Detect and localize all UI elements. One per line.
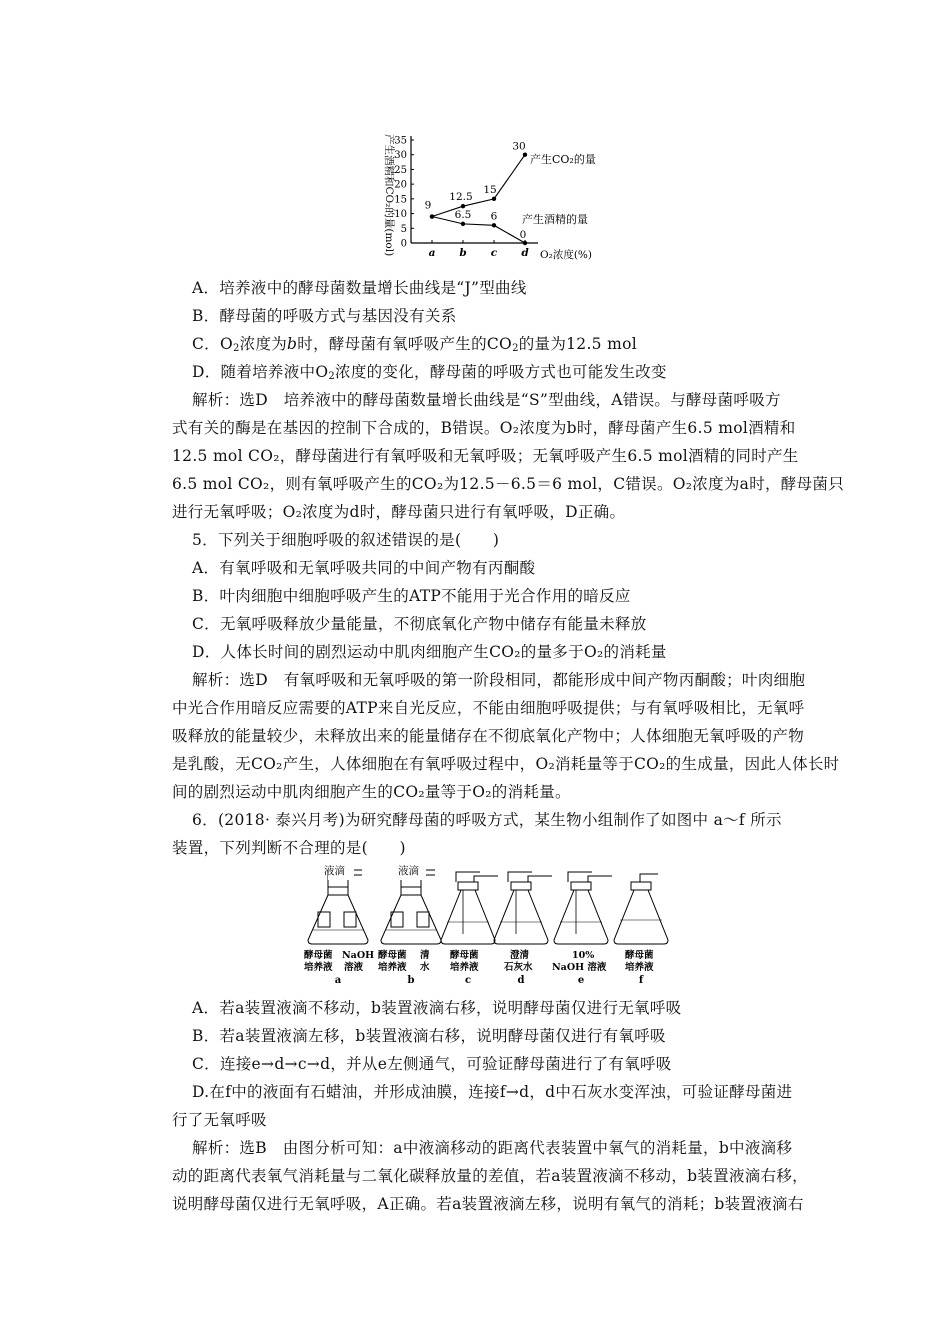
respiration-line-chart [370,128,630,274]
q5-option-b: B．叶肉细胞中细胞呼吸产生的ATP不能用于光合作用的暗反应 [192,587,631,605]
data-point [492,197,496,201]
label-a-right-2: 溶液 [344,962,364,973]
q4-explanation-3: 12.5 mol CO₂，酵母菌进行有氧呼吸和无氧呼吸；无氧呼吸产生6.5 mol酒精的同时产生 [172,447,799,465]
y-tick-label: 25 [394,164,407,176]
q5-option-a: A．有氧呼吸和无氧呼吸共同的中间产物有丙酮酸 [192,559,536,577]
flask-c [441,872,498,944]
q6-option-c: C．连接e→d→c→d，并从e左侧通气，可验证酵母菌进行了有氧呼吸 [192,1055,672,1073]
q6-option-a: A．若a装置液滴不移动，b装置液滴右移，说明酵母菌仅进行无氧呼吸 [192,999,682,1017]
q4-c-post: 浓度为 [239,335,288,353]
q4-explanation-4: 6.5 mol CO₂，则有氧呼吸产生的CO₂为12.5－6.5＝6 mol，C错误。O₂浓度为a时，酵母菌只 [172,475,845,493]
q6-option-b: B．若a装置液滴左移，b装置液滴右移，说明酵母菌仅进行有氧呼吸 [192,1027,666,1045]
y-tick-label: 35 [394,135,407,147]
label-a-right-1: NaOH [342,950,375,961]
label-f-2: 培养液 [625,962,654,973]
data-point [430,214,434,218]
q4-c-pre: C．O [192,335,233,353]
series-line-co2 [432,155,525,217]
data-point [523,241,527,245]
q4-d-pre: D．随着培养液中O [192,363,329,381]
y-tick-label: 20 [394,179,407,191]
y-tick-label: 30 [394,150,407,162]
data-label: 12.5 [449,191,473,204]
q4-option-a: A．培养液中的酵母菌数量增长曲线是“J”型曲线 [192,279,527,297]
label-b-left-1: 酵母菌 [378,950,407,961]
legend-co2: 产生CO₂的量 [530,153,596,166]
q4-c-sub: 2 [232,343,240,354]
q4-option-c [192,334,637,354]
apparatus-figure [298,862,678,988]
q5-explanation-2: 中光合作用暗反应需要的ATP来自光反应，不能由细胞呼吸提供；与有氧呼吸相比，无氧呼 [172,699,805,717]
q5-option-c: C．无氧呼吸释放少量能量，不彻底氧化产物中储存有能量未释放 [192,615,647,633]
flask-letter-d: d [517,975,525,986]
q5-explanation-4: 是乳酸，无CO₂产生，人体细胞在有氧呼吸过程中，O₂消耗量等于CO₂的生成量，因此人体长时 [172,755,840,773]
label-e-1: 10% [572,950,595,961]
label-a-left-2: 培养液 [304,962,333,973]
flask-letter-c: c [464,975,472,986]
q6-explanation-1: 解析：选B 由图分析可知：a中液滴移动的距离代表装置中氧气的消耗量，b中液滴移 [192,1139,793,1157]
q6-option-d-2: 行了无氧呼吸 [172,1111,267,1129]
q4-d-sub: 2 [328,371,336,382]
data-point [461,222,465,226]
x-tick-label: b [459,247,467,259]
flask-letter-a: a [334,975,342,986]
x-axis-label: O₂浓度(%) [540,249,592,261]
q6-explanation-2: 动的距离代表氧气消耗量与二氧化碳释放量的差值，若a装置液滴不移动，b装置液滴右移， [172,1167,808,1185]
data-point [461,204,465,208]
q5-option-d: D．人体长时间的剧烈运动中肌肉细胞产生CO₂的量多于O₂的消耗量 [192,643,667,661]
q4-explanation-5: 进行无氧呼吸；O₂浓度为d时，酵母菌只进行有氧呼吸，D正确。 [172,503,626,521]
data-label: 6.5 [454,208,472,221]
label-d-1: 澄清 [510,950,530,961]
flask-letter-b: b [407,975,415,986]
q4-c-post2: 时，酵母菌有氧呼吸产生的CO [297,335,513,353]
data-point [492,223,496,227]
label-d-2: 石灰水 [504,962,533,973]
data-label: 0 [519,229,527,241]
label-a-left-1: 酵母菌 [304,950,333,961]
label-b-right-2: 水 [420,962,430,973]
y-tick-label: 15 [394,194,407,206]
y-tick-label: 5 [400,223,407,235]
q4-explanation-1: 解析：选D 培养液中的酵母菌数量增长曲线是“S”型曲线，A错误。与酵母菌呼吸方 [192,391,781,409]
q6-option-d-1: D.在f中的液面有石蜡油，并形成油膜，连接f→d，d中石灰水变浑浊，可验证酵母菌进 [192,1083,793,1101]
flask-letter-f: f [638,975,644,986]
q4-option-b: B．酵母菌的呼吸方式与基因没有关系 [192,307,457,325]
q5-stem: 5．下列关于细胞呼吸的叙述错误的是( ) [192,531,500,549]
y-axis-label: 产生酒精和CO₂的量(mol) [383,134,395,257]
drop-label-a: 液滴 [324,865,345,877]
flask-b [381,864,441,944]
q4-explanation-2: 式有关的酶是在基因的控制下合成的，B错误。O₂浓度为b时，酵母菌产生6.5 mol酒精和 [172,419,796,437]
label-b-right-1: 清 [420,950,430,961]
series-line-alcohol [432,217,525,243]
label-e-2: NaOH 溶液 [552,962,607,973]
x-tick-label: c [490,247,498,259]
data-label: 9 [424,199,432,212]
q4-c-var: b [287,335,298,353]
q4-c-tail: 的量为12.5 mol [518,335,637,353]
q5-explanation-1: 解析：选D 有氧呼吸和无氧呼吸的第一阶段相同，都能形成中间产物丙酮酸；叶肉细胞 [192,671,806,689]
data-label: 6 [490,210,498,223]
label-f-1: 酵母菌 [625,950,654,961]
q6-explanation-3: 说明酵母菌仅进行无氧呼吸，A正确。若a装置液滴左移，说明有氧气的消耗；b装置液滴右 [172,1195,804,1213]
flask-f [614,874,668,944]
q4-option-d [192,362,667,382]
q6-stem-2: 装置，下列判断不合理的是( ) [172,839,406,857]
data-point [523,153,527,157]
y-tick-label: 10 [394,209,407,221]
flask-d [494,872,552,944]
q5-explanation-5: 间的剧烈运动中肌肉细胞产生的CO₂量等于O₂的消耗量。 [172,783,571,801]
data-label: 30 [512,140,526,153]
flask-e [554,872,612,944]
q4-d-post: 浓度的变化，酵母菌的呼吸方式也可能发生改变 [335,363,667,381]
label-c-2: 培养液 [450,962,479,973]
flask-a [308,864,368,944]
q6-stem-1: 6．(2018· 泰兴月考)为研究酵母菌的呼吸方式，某生物小组制作了如图中 a～f 所示 [192,811,782,829]
data-label: 15 [483,183,497,196]
legend-alcohol: 产生酒精的量 [522,213,588,226]
q5-explanation-3: 吸释放的能量较少，未释放出来的能量储存在不彻底氧化产物中；人体细胞无氧呼吸的产物 [172,727,805,745]
drop-label-b: 液滴 [398,865,419,877]
y-tick-label: 0 [400,238,407,250]
q4-c-sub2: 2 [512,343,519,354]
label-c-1: 酵母菌 [450,950,479,961]
x-tick-label: a [428,247,436,259]
flask-letter-e: e [577,975,585,986]
label-b-left-2: 培养液 [378,962,407,973]
x-tick-label: d [521,247,529,259]
